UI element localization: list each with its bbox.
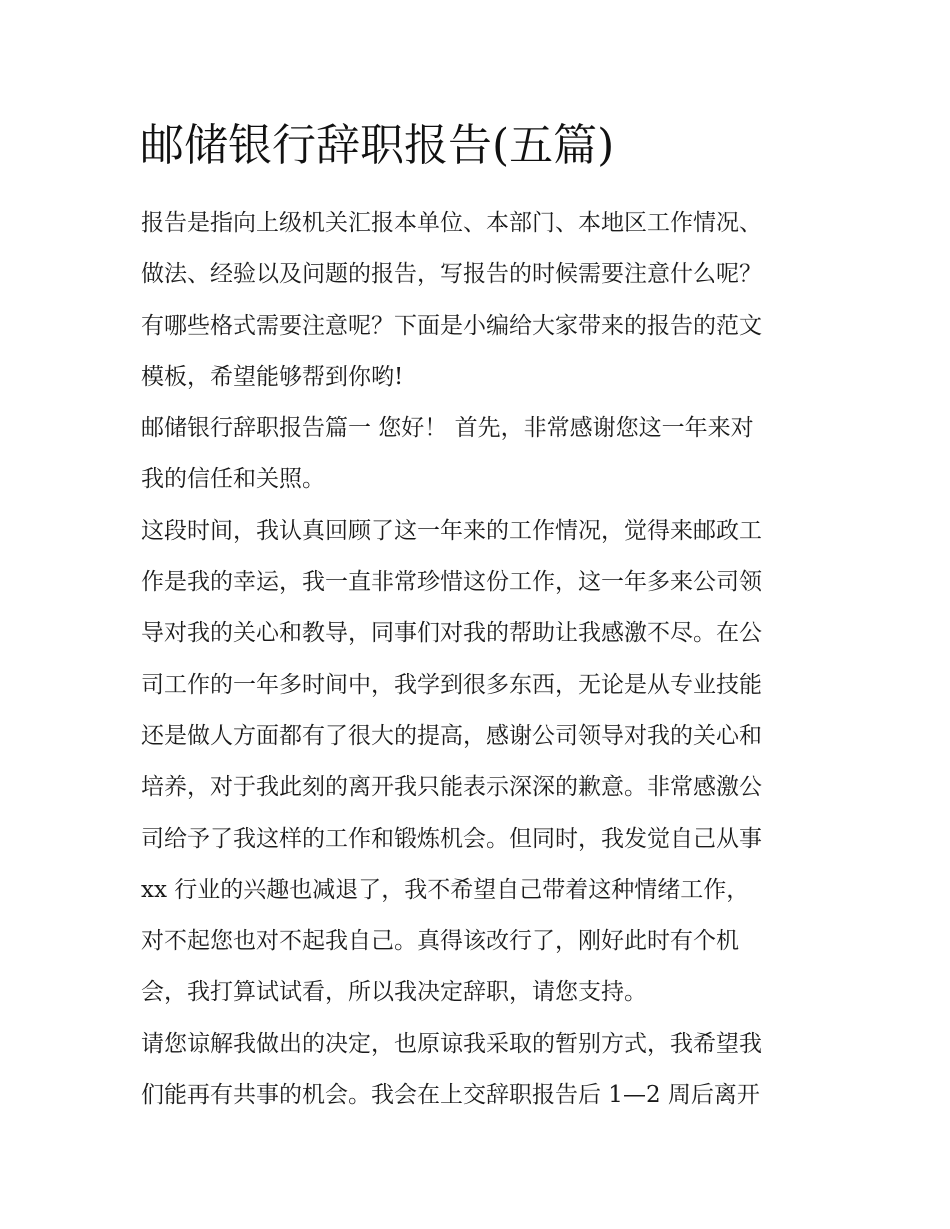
text-line: 我的信任和关照。: [141, 466, 325, 493]
text-line: 司给予了我这样的工作和锻炼机会。但同时，我发觉自己从事: [141, 825, 762, 852]
text-line: 会，我打算试试看，所以我决定辞职，请您支持。: [141, 979, 647, 1006]
text-line: 邮储银行辞职报告篇一 您好！ 首先，非常感谢您这一年来对: [141, 415, 754, 442]
text-line: 请您谅解我做出的决定，也原谅我采取的暂别方式，我希望我: [141, 1030, 762, 1057]
text-line: 对不起您也对不起我自己。真得该改行了，刚好此时有个机: [141, 928, 739, 955]
document-body: [141, 198, 831, 1121]
text-line: 还是做人方面都有了很大的提高，感谢公司领导对我的关心和: [141, 722, 762, 749]
text-line: 司工作的一年多时间中，我学到很多东西，无论是从专业技能: [141, 671, 762, 698]
text-line: 有哪些格式需要注意呢？下面是小编给大家带来的报告的范文: [141, 312, 762, 339]
text-line: 报告是指向上级机关汇报本单位、本部门、本地区工作情况、: [141, 210, 762, 236]
text-line: 们能再有共事的机会。我会在上交辞职报告后 1—2 周后离开: [141, 1082, 760, 1109]
text-line: 导对我的关心和教导，同事们对我的帮助让我感激不尽。在公: [141, 620, 762, 647]
document-title: 邮储银行辞职报告(五篇): [140, 120, 615, 171]
text-line: 做法、经验以及问题的报告，写报告的时候需要注意什么呢？: [141, 261, 762, 288]
text-line: 培养，对于我此刻的离开我只能表示深深的歉意。非常感激公: [141, 774, 762, 801]
text-line: 作是我的幸运，我一直非常珍惜这份工作，这一年多来公司领: [141, 569, 762, 596]
text-line: xx 行业的兴趣也减退了，我不希望自己带着这种情绪工作，: [141, 876, 750, 903]
text-line: 模板，希望能够帮到你哟!: [141, 363, 404, 390]
text-line: 这段时间，我认真回顾了这一年来的工作情况，觉得来邮政工: [141, 517, 762, 544]
